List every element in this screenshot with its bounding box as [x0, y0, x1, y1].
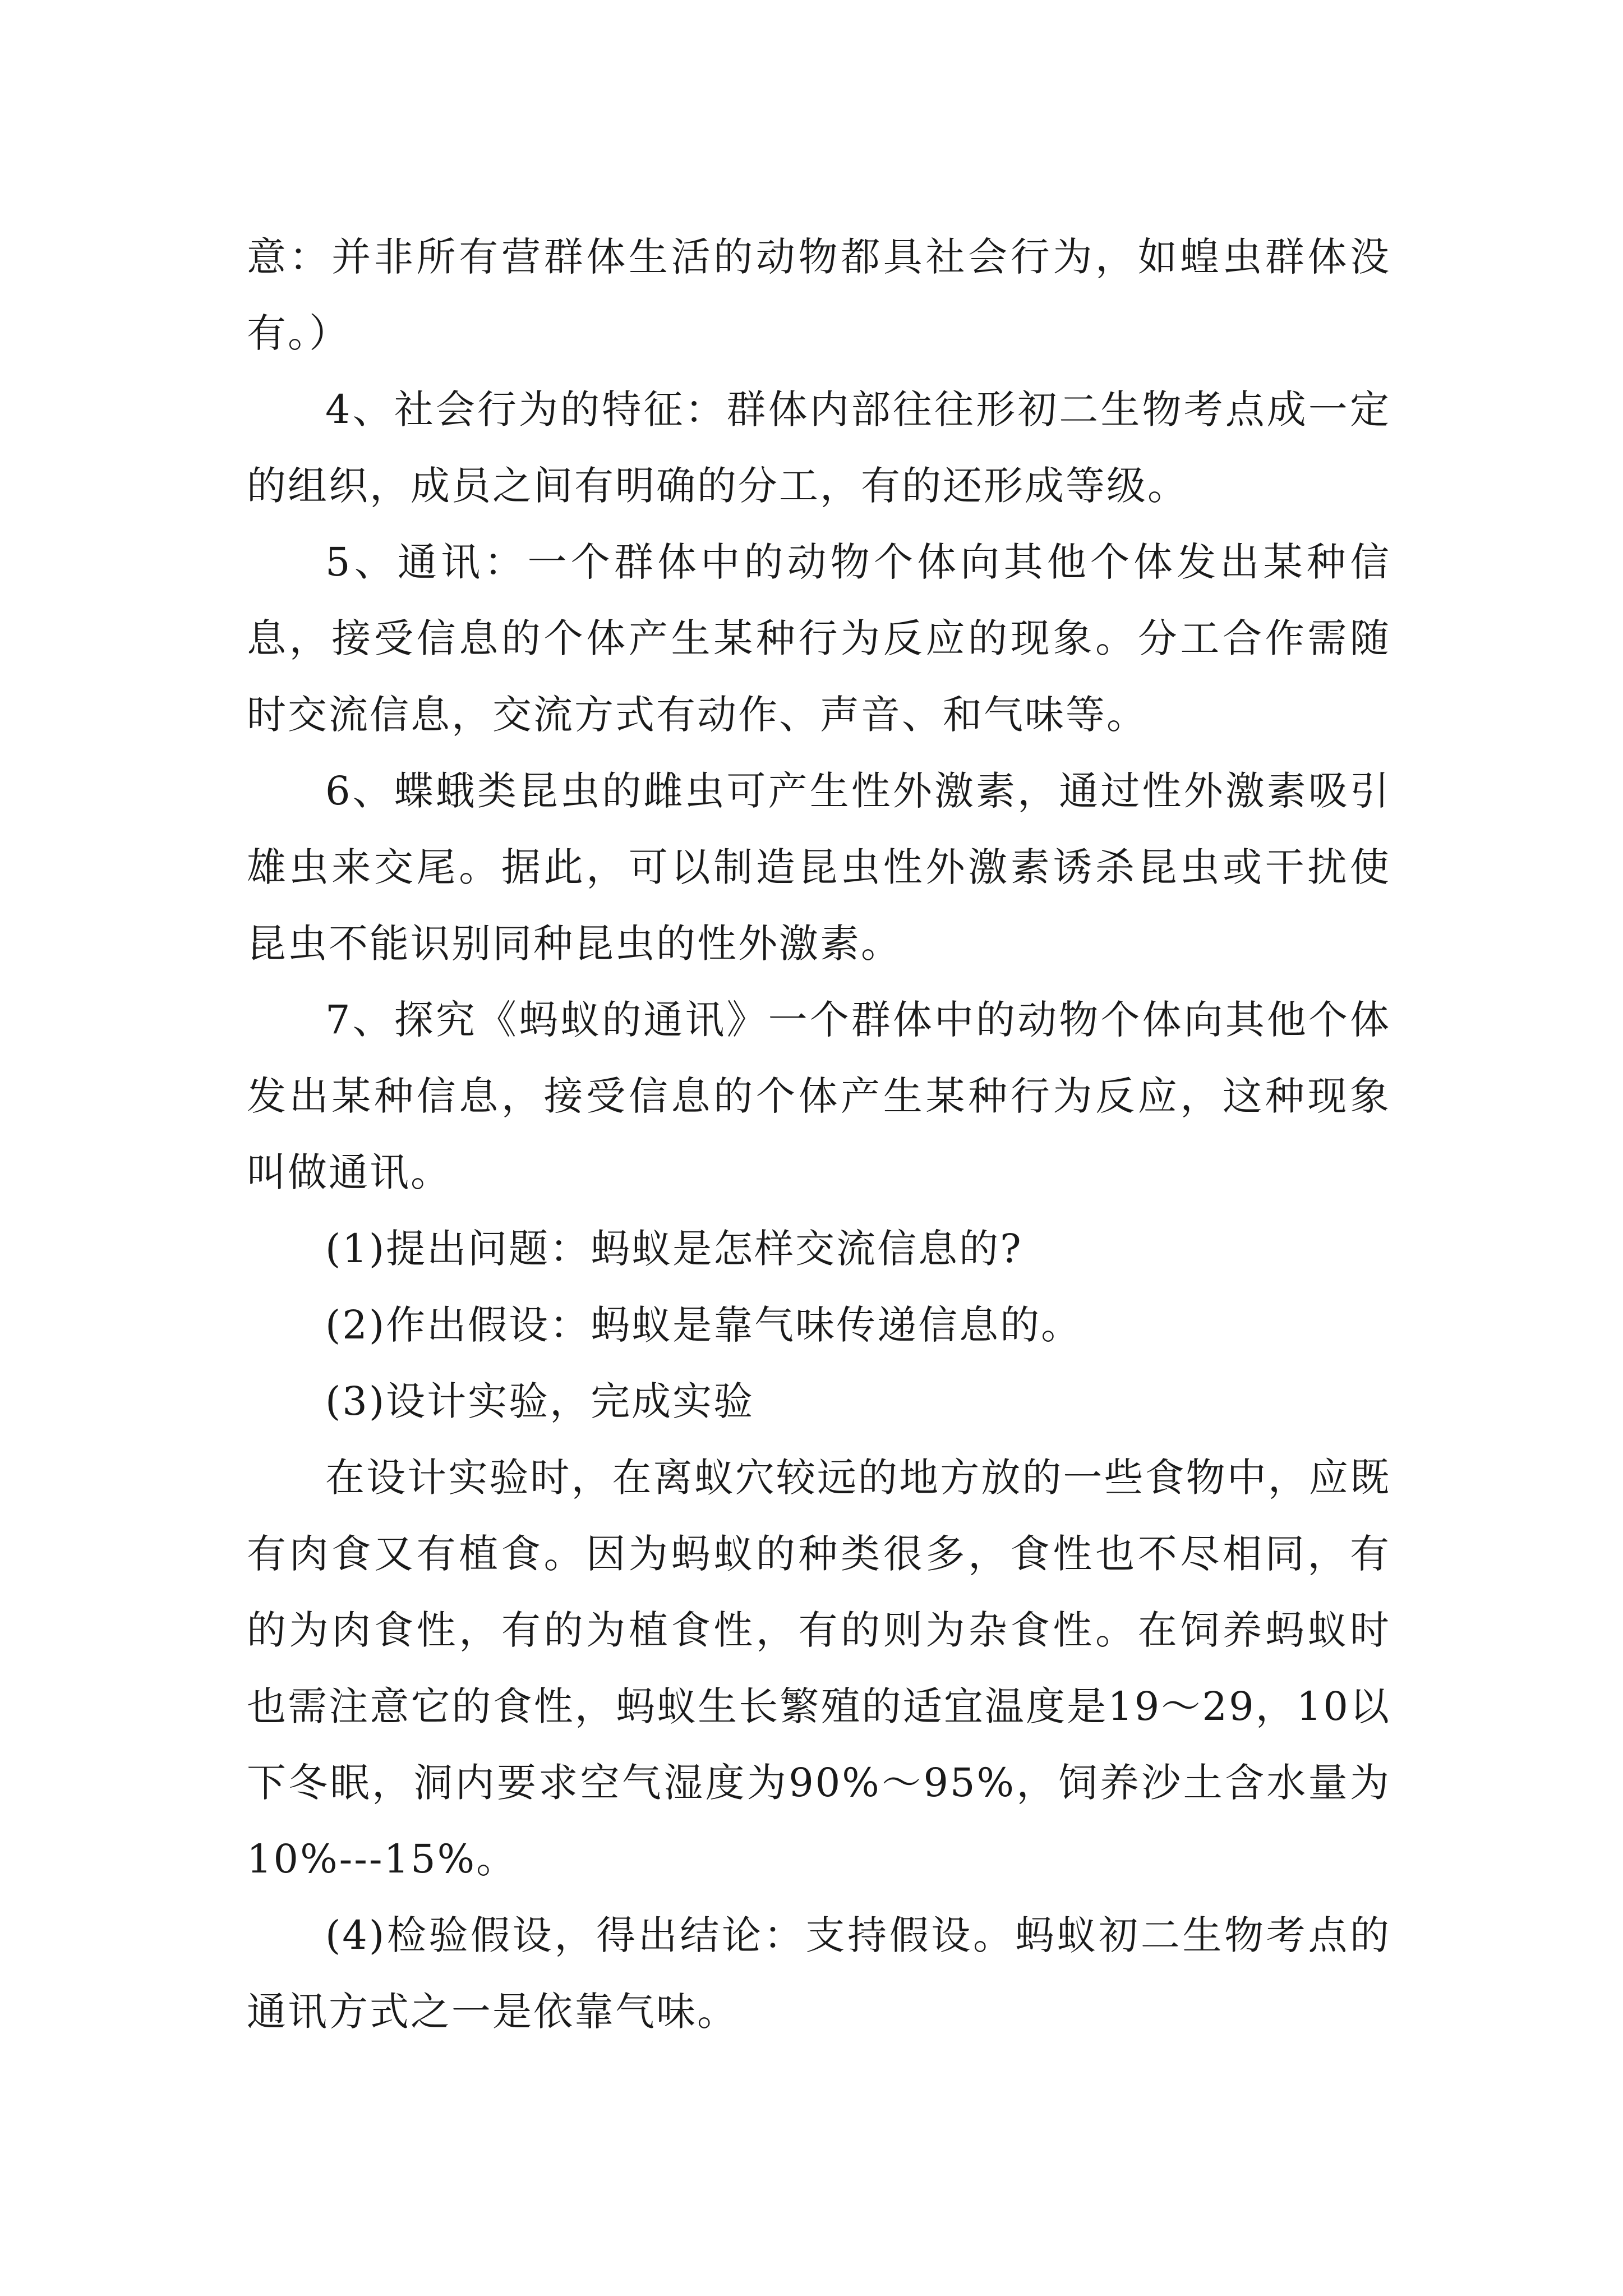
paragraph-experiment-design: 在设计实验时，在离蚁穴较远的地方放的一些食物中，应既有肉食又有植食。因为蚂蚁的种类很多，食性也不尽相同，有的为肉食性，有的为植食性，有的则为杂食性。在饲养蚂蚁时也需注意它的食性，蚂蚁生长繁殖的适宜温度是19～29，10以下冬眠，洞内要求空气湿度为90%～95%，饲养沙土含水量为10%---15%。 [247, 1455, 1391, 1882]
paragraph-communication: 5、通讯：一个群体中的动物个体向其他个体发出某种信息，接受信息的个体产生某种行为反应的现象。分工合作需随时交流信息，交流方式有动作、声音、和气味等。 [247, 539, 1391, 738]
paragraph-step-experiment: (3)设计实验，完成实验 [325, 1378, 755, 1424]
paragraph-step-question: (1)提出问题：蚂蚁是怎样交流信息的? [325, 1226, 1023, 1272]
paragraph-continuation: 意：并非所有营群体生活的动物都具社会行为，如蝗虫群体没有。） [247, 234, 1391, 356]
paragraph-step-conclusion: (4)检验假设，得出结论：支持假设。蚂蚁初二生物考点的通讯方式之一是依靠气味。 [247, 1912, 1391, 2035]
paragraph-ant-communication-inquiry: 7、探究《蚂蚁的通讯》一个群体中的动物个体向其他个体发出某种信息，接受信息的个体产生某种行为反应，这种现象叫做通讯。 [247, 997, 1391, 1195]
document-body [247, 219, 1391, 2050]
paragraph-social-behavior-features: 4、社会行为的特征：群体内部往往形初二生物考点成一定的组织，成员之间有明确的分工，有的还形成等级。 [247, 386, 1391, 509]
paragraph-step-hypothesis: (2)作出假设：蚂蚁是靠气味传递信息的。 [325, 1302, 1082, 1348]
paragraph-sex-pheromone: 6、蝶蛾类昆虫的雌虫可产生性外激素，通过性外激素吸引雄虫来交尾。据此，可以制造昆虫性外激素诱杀昆虫或干扰使昆虫不能识别同种昆虫的性外激素。 [247, 768, 1391, 967]
